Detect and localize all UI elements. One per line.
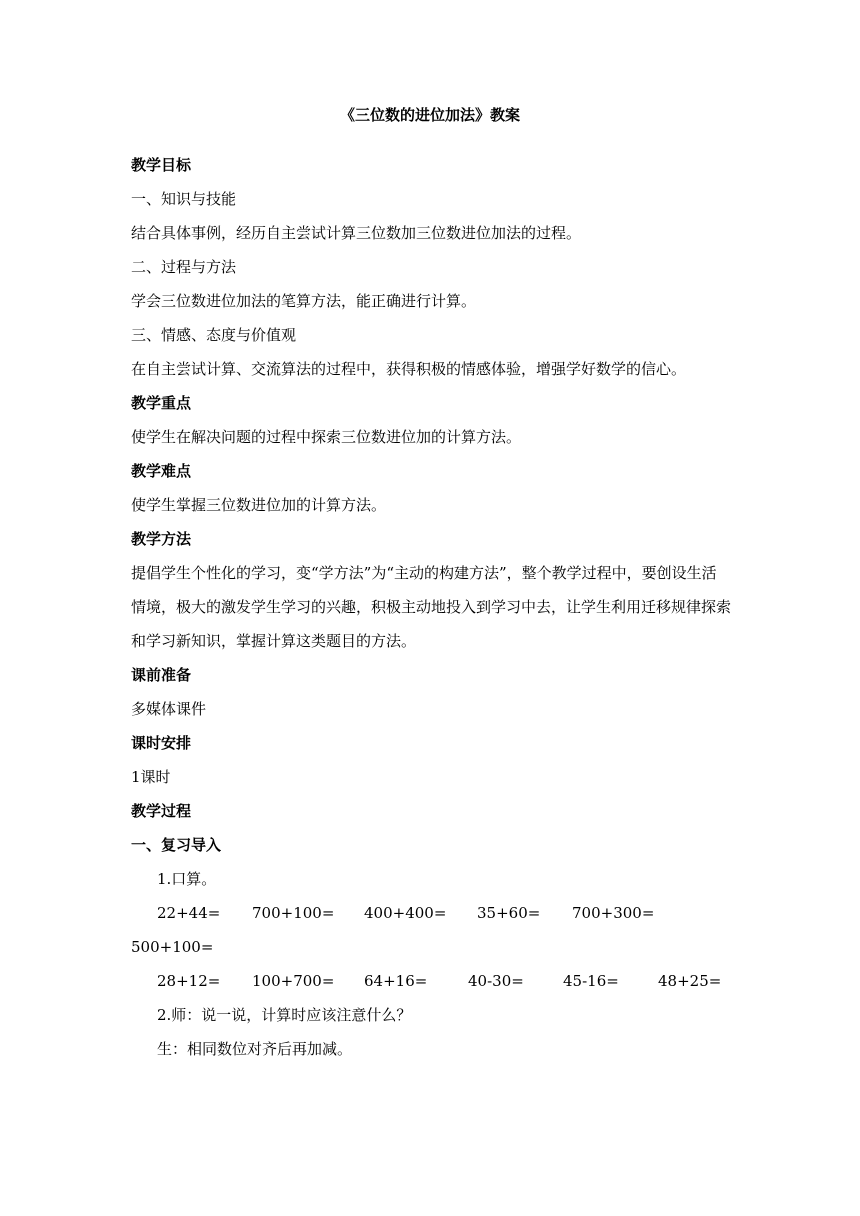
goal2-text: 学会三位数进位加法的笔算方法，能正确进行计算。 xyxy=(131,292,477,310)
oral-expr: 400+400= xyxy=(364,904,447,922)
document-title: 《三位数的进位加法》教案 xyxy=(339,106,520,124)
schedule-heading: 课时安排 xyxy=(131,734,192,752)
oral-expr: 40-30= xyxy=(468,972,524,990)
oral-expr: 28+12= xyxy=(157,972,221,990)
goal1-text: 结合具体事例，经历自主尝试计算三位数加三位数进位加法的过程。 xyxy=(131,224,582,242)
key-heading: 教学重点 xyxy=(131,394,192,412)
oral-expr: 700+300= xyxy=(572,904,655,922)
oral-expr: 45-16= xyxy=(563,972,619,990)
student-answer: 生：相同数位对齐后再加减。 xyxy=(157,1040,353,1058)
process-heading: 教学过程 xyxy=(131,802,192,820)
goal3-heading: 三、情感、态度与价值观 xyxy=(131,326,297,344)
teacher-question: 2.师：说一说，计算时应该注意什么？ xyxy=(157,1006,412,1024)
goal3-text: 在自主尝试计算、交流算法的过程中，获得积极的情感体验，增强学好数学的信心。 xyxy=(131,360,687,378)
goal1-heading: 一、知识与技能 xyxy=(131,190,237,208)
oral-expr: 700+100= xyxy=(252,904,335,922)
oral-expr: 100+700= xyxy=(252,972,335,990)
goals-heading: 教学目标 xyxy=(131,156,192,174)
oral-row-1-wrap: 500+100= xyxy=(131,938,214,956)
oral-expr: 64+16= xyxy=(364,972,428,990)
key-text: 使学生在解决问题的过程中探索三位数进位加的计算方法。 xyxy=(131,428,522,446)
oral-row-1 xyxy=(131,896,731,930)
prep-text: 多媒体课件 xyxy=(131,700,207,718)
difficulty-text: 使学生掌握三位数进位加的计算方法。 xyxy=(131,496,387,514)
oral-row-2 xyxy=(131,964,731,998)
difficulty-heading: 教学难点 xyxy=(131,462,192,480)
oral-expr: 35+60= xyxy=(477,904,541,922)
schedule-text: 1课时 xyxy=(131,768,171,786)
method-text: 提倡学生个性化的学习，变“学方法”为“主动的构建方法”，整个教学过程中，要创设生活情境，极大的激发学生学习的兴趣，积极主动地投入到学习中去，让学生利用迁移规律探索和学习新知识，掌握计算这类题目的方法。 xyxy=(131,564,732,650)
method-heading: 教学方法 xyxy=(131,530,192,548)
goal2-heading: 二、过程与方法 xyxy=(131,258,237,276)
review-heading: 一、复习导入 xyxy=(131,836,222,854)
document-body xyxy=(131,148,731,1066)
prep-heading: 课前准备 xyxy=(131,666,192,684)
oral-expr: 22+44= xyxy=(157,904,221,922)
oral-expr: 48+25= xyxy=(658,972,722,990)
oral-label: 1.口算。 xyxy=(157,870,217,888)
